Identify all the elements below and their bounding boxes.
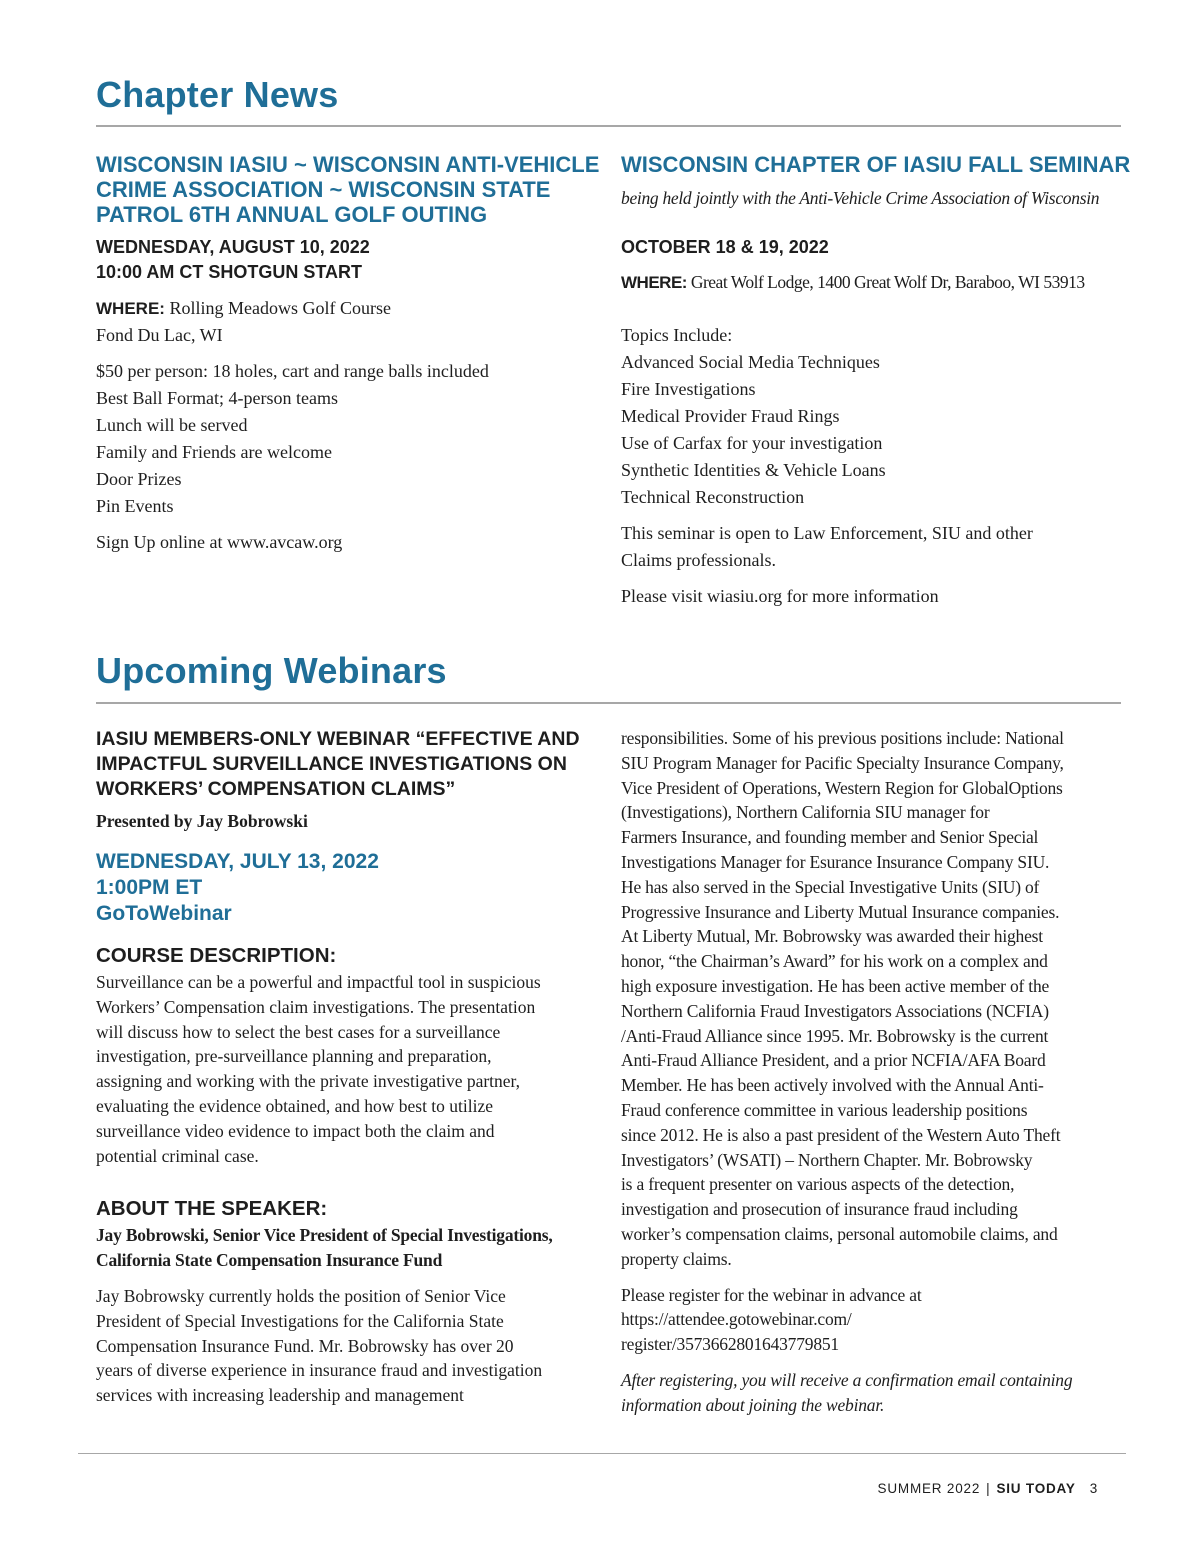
chapter-news-divider bbox=[96, 125, 1121, 127]
list-item: $50 per person: 18 holes, cart and range balls included bbox=[96, 361, 489, 381]
golf-where bbox=[96, 295, 601, 349]
after-register-note: After registering, you will receive a confirmation email containing information about joining the webinar. bbox=[621, 1369, 1073, 1415]
webinar-platform: GoToWebinar bbox=[96, 902, 232, 925]
publication-name: SIU TODAY bbox=[996, 1481, 1076, 1496]
register-link[interactable]: register/3573662801643779851 bbox=[621, 1334, 839, 1355]
list-item: Use of Carfax for your investigation bbox=[621, 433, 883, 453]
footer-separator: | bbox=[986, 1481, 991, 1496]
where-label: WHERE: bbox=[96, 299, 165, 318]
topics-intro: Topics Include: bbox=[621, 325, 733, 345]
golf-date: WEDNESDAY, AUGUST 10, 2022 bbox=[96, 237, 370, 257]
seminar-topics bbox=[621, 322, 1126, 511]
presenter: Presented by Jay Bobrowski bbox=[96, 811, 308, 831]
speaker-bio-right: responsibilities. Some of his previous positions include: National SIU Program Manager for Pacific Specialty Insurance Company, Vice President of Operations, Western Region for GlobalOptions (Investigations), Northern California SIU manager for Farmers Insurance, and founding member and Senior Special Investigations Manager for Esurance Insurance Company SIU. He has also served in the Special Investigative Units (SIU) of Progressive Insurance and Liberty Mutual Insurance companies. At Liberty Mutual, Mr. Bobrowsky was awarded their highest honor, “the Chairman’s Award” for his work on a complex and high exposure investigation. He has been active member of the Northern California Fraud Investigators Associations (NCFIA) /Anti-Fraud Alliance since 1995. Mr. Bobrowsky is the current Anti-Fraud Alliance President, and a prior NCFIA/AFA Board Member. He has been actively involved with the Annual Anti- Fraud conference committee in various leadership positions since 2012. He is also a past president of the Western Auto Theft Investigators’ (WSATI) – Northern Chapter. Mr. Bobrowsky is a frequent presenter on various aspects of the detection, investigation and prosecution of insurance fraud including worker’s compensation claims, personal automobile claims, and property claims. bbox=[621, 728, 1064, 1269]
speaker-bio-left: Jay Bobrowsky currently holds the position of Senior Vice President of Special Investigations for the California State Compensation Insurance Fund. Mr. Bobrowsky has over 20 years of diverse experience in insurance fraud and investigation services with increasing leadership and management bbox=[96, 1285, 543, 1406]
webinar-article-right bbox=[621, 726, 1126, 1418]
list-item: Fire Investigations bbox=[621, 379, 756, 399]
golf-time: 10:00 AM CT SHOTGUN START bbox=[96, 262, 363, 282]
issue-label: SUMMER 2022 bbox=[877, 1481, 981, 1496]
golf-outing-article bbox=[96, 152, 601, 556]
course-description-heading: COURSE DESCRIPTION: bbox=[96, 944, 337, 967]
list-item: Family and Friends are welcome bbox=[96, 442, 332, 462]
list-item: Lunch will be served bbox=[96, 415, 248, 435]
golf-signup: Sign Up online at www.avcaw.org bbox=[96, 532, 343, 552]
golf-outing-heading bbox=[96, 152, 601, 227]
golf-details-list bbox=[96, 358, 601, 520]
webinar-heading: IASIU MEMBERS-ONLY WEBINAR “EFFECTIVE AND IMPACTFUL SURVEILLANCE INVESTIGATIONS ON WORKERS’ COMPENSATION CLAIMS” bbox=[96, 728, 580, 800]
list-item: Best Ball Format; 4-person teams bbox=[96, 388, 338, 408]
fall-seminar-article bbox=[621, 152, 1131, 610]
list-item: Technical Reconstruction bbox=[621, 487, 805, 507]
speaker-title: Jay Bobrowski, Senior Vice President of Special Investigations, California State Compensation Insurance Fund bbox=[96, 1225, 553, 1271]
where-label: WHERE: bbox=[621, 273, 687, 292]
footer-divider bbox=[78, 1453, 1126, 1454]
webinar-article-left bbox=[96, 727, 601, 1408]
page-footer bbox=[878, 1481, 1098, 1496]
golf-venue: Rolling Meadows Golf Course bbox=[169, 298, 391, 318]
webinars-title: Upcoming Webinars bbox=[96, 650, 447, 691]
chapter-news-title: Chapter News bbox=[96, 74, 339, 115]
register-link[interactable]: https://attendee.gotowebinar.com/ bbox=[621, 1309, 852, 1330]
register-info: Please register for the webinar in advance at https://attendee.gotowebinar.com/ register/3573662801643779851 bbox=[621, 1283, 1126, 1357]
list-item: Door Prizes bbox=[96, 469, 182, 489]
golf-city: Fond Du Lac, WI bbox=[96, 325, 223, 345]
list-item: Synthetic Identities & Vehicle Loans bbox=[621, 460, 886, 480]
seminar-visit: Please visit wiasiu.org for more information bbox=[621, 586, 939, 606]
webinar-schedule bbox=[96, 849, 601, 927]
heading-line: CRIME ASSOCIATION ~ WISCONSIN STATE bbox=[96, 177, 551, 202]
course-description: Surveillance can be a powerful and impactful tool in suspicious Workers’ Compensation claim investigations. The presentation will discuss how to select the best cases for a surveillance investigation, pre-surveillance planning and preparation, assigning and working with the private investigative partner, evaluating the evidence obtained, and how best to utilize surveillance video evidence to impact both the claim and potential criminal case. bbox=[96, 972, 541, 1166]
webinar-time: 1:00PM ET bbox=[96, 876, 203, 899]
page-number: 3 bbox=[1089, 1481, 1098, 1496]
seminar-venue: Great Wolf Lodge, 1400 Great Wolf Dr, Baraboo, WI 53913 bbox=[690, 272, 1085, 292]
about-speaker-heading: ABOUT THE SPEAKER: bbox=[96, 1197, 328, 1221]
seminar-subheading: being held jointly with the Anti-Vehicle Crime Association of Wisconsin bbox=[621, 188, 1100, 208]
list-item: Advanced Social Media Techniques bbox=[621, 352, 880, 372]
webinar-date: WEDNESDAY, JULY 13, 2022 bbox=[96, 850, 379, 873]
webinars-divider bbox=[96, 702, 1121, 704]
heading-line: PATROL 6TH ANNUAL GOLF OUTING bbox=[96, 202, 488, 227]
seminar-where bbox=[621, 272, 1126, 293]
list-item: Medical Provider Fraud Rings bbox=[621, 406, 840, 426]
seminar-open-note: This seminar is open to Law Enforcement, SIU and other Claims professionals. bbox=[621, 523, 1033, 570]
heading-line: WISCONSIN IASIU ~ WISCONSIN ANTI-VEHICLE bbox=[96, 152, 600, 177]
seminar-date: OCTOBER 18 & 19, 2022 bbox=[621, 237, 829, 257]
seminar-heading: WISCONSIN CHAPTER OF IASIU FALL SEMINAR bbox=[621, 152, 1131, 177]
list-item: Pin Events bbox=[96, 496, 174, 516]
